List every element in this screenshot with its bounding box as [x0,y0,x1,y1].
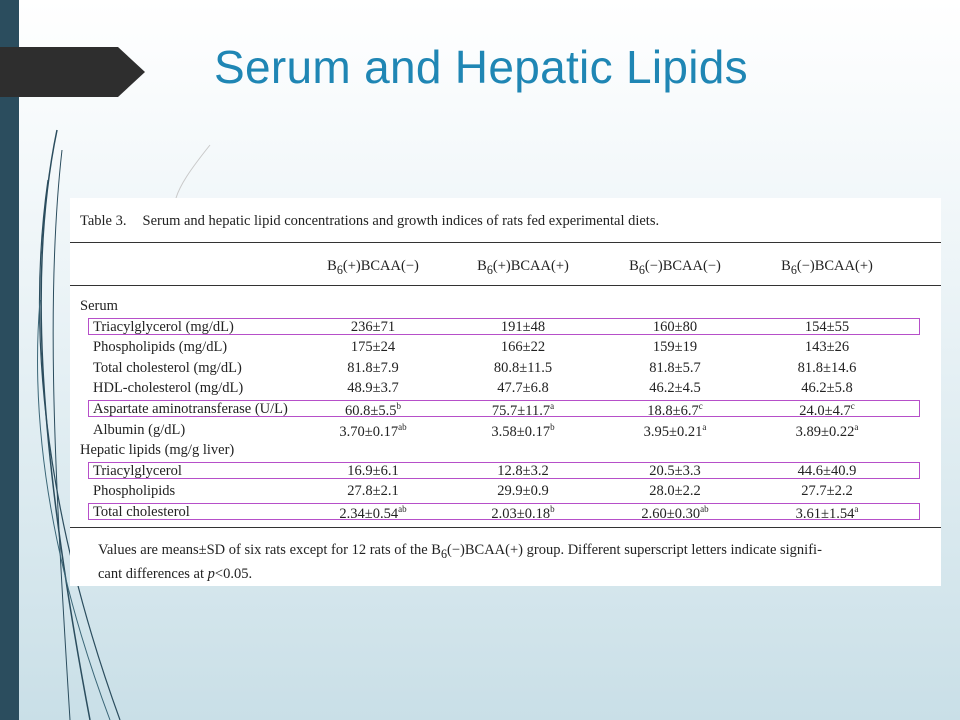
table-cell: 166±22 [500,339,546,356]
table-cell: 3.61±1.54$^a$ [795,504,859,522]
row-label: HDL-cholesterol (mg/dL) [93,380,244,397]
table-cell: 20.5±3.3 [649,462,701,479]
footnote-p: p [207,565,215,582]
table-cell: 175±24 [350,339,396,356]
table-cell: 46.2±5.8 [801,380,853,397]
footnote-sub: 6 [440,546,448,561]
table-cell: 48.9±3.7 [347,380,399,397]
table-cell: 159±19 [652,339,698,356]
row-label: Triacylglycerol (mg/dL) [93,318,234,335]
table-cell: 81.8±5.7 [649,359,701,376]
table-cell: 27.7±2.2 [801,483,853,500]
table-cell: 16.9±6.1 [347,462,399,479]
table-cell: 81.8±14.6 [797,359,857,376]
table-cell: 81.8±7.9 [347,359,399,376]
table-cell: 44.6±40.9 [797,462,857,479]
table-caption [80,213,659,230]
table-cell: 154±55 [804,318,850,335]
table-cell: 160±80 [652,318,698,335]
row-label: Total cholesterol (mg/dL) [93,359,242,376]
table-cell: 3.95±0.21$^a$ [643,421,707,440]
table-cell: 191±48 [500,318,546,335]
table-cell: 28.0±2.2 [649,483,701,500]
row-label: Phospholipids (mg/dL) [93,339,228,356]
section-title: Serum [80,298,118,314]
title-arrow-shape [0,47,145,97]
footnote-part1: Values are means±SD of six rats except for 12 rats of the B [98,542,441,558]
table-cell: 24.0±4.7$^c$ [799,401,855,419]
column-header: $B_6(-)BCAA(-)$ [629,258,721,277]
table-cell: 46.2±4.5 [649,380,701,397]
row-label: Albumin (g/dL) [93,421,186,438]
table-cell: 29.9±0.9 [497,483,549,500]
column-header: $B_6(-)BCAA(+)$ [781,258,873,277]
row-label: Phospholipids [93,483,176,500]
row-label: Aspartate aminotransferase (U/L) [93,401,288,417]
table-cell: 2.34±0.54$^{ab}$ [339,504,407,522]
table-top-rule [70,242,941,243]
table-cell: 60.8±5.5$^b$ [345,401,401,419]
footnote-line2-b: <0.05. [214,565,253,582]
left-accent-bar [0,0,19,720]
column-header: $B_6(+)BCAA(-)$ [327,258,419,277]
table-cell: 2.60±0.30$^{ab}$ [641,504,709,522]
slide-title: Serum and Hepatic Lipids [214,41,748,93]
table-caption-text: Serum and hepatic lipid concentrations and growth indices of rats fed experimental diets. [142,213,660,229]
table-cell: 3.58±0.17$^b$ [491,421,555,440]
table-cell: 27.8±2.1 [347,483,399,500]
table-cell: 236±71 [350,318,396,335]
footnote-part2: (−)BCAA(+) group. Different superscript letters indicate signifi- [447,542,822,558]
table-header-rule [70,285,941,286]
table-cell: 2.03±0.18$^b$ [491,504,555,522]
table-footnote [98,540,928,584]
row-label: Total cholesterol [93,504,190,520]
table-cell: 3.70±0.17$^{ab}$ [339,421,407,440]
column-header: $B_6(+)BCAA(+)$ [477,258,569,277]
table-cell: 3.89±0.22$^a$ [795,421,859,440]
table-cell: 12.8±3.2 [497,462,549,479]
table-cell: 143±26 [804,339,850,356]
table-cell: 47.7±6.8 [497,380,549,397]
footnote-line2-a: cant differences at [98,565,208,582]
table-cell: 75.7±11.7$^a$ [491,401,555,419]
table-panel [70,198,941,586]
section-title: Hepatic lipids (mg/g liver) [80,442,235,459]
table-label: Table 3. [80,213,127,229]
table-bottom-rule [70,527,941,528]
table-cell: 18.8±6.7$^c$ [647,401,703,419]
table-cell: 80.8±11.5 [493,359,553,376]
row-label: Triacylglycerol [93,462,182,479]
